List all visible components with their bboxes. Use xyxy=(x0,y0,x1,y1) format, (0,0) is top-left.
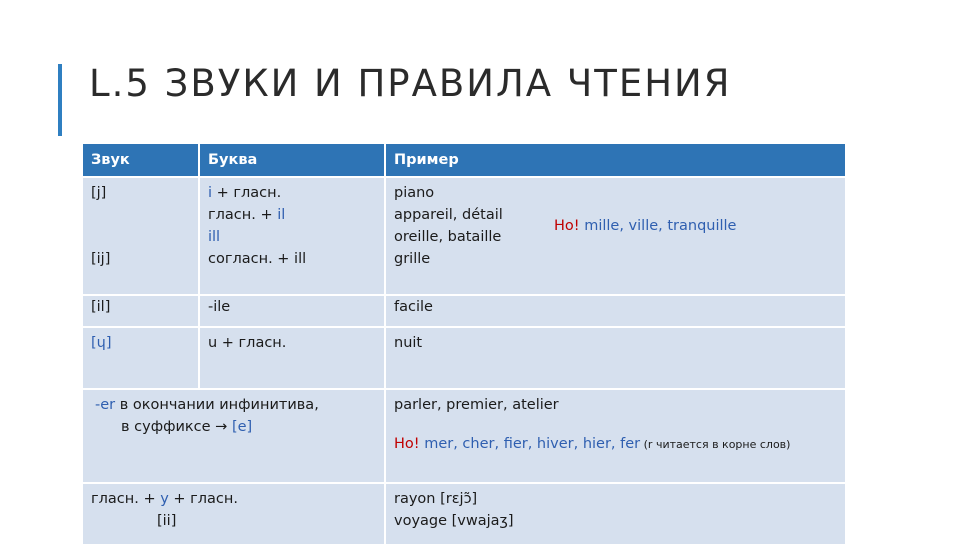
sound-cell xyxy=(82,327,199,389)
exception-note xyxy=(394,434,837,455)
example-text: grille xyxy=(394,251,431,267)
sound-cell: [il] xyxy=(82,295,199,327)
letter-cell xyxy=(199,177,385,295)
exception-label: Но! xyxy=(554,218,580,234)
letter-highlight: i xyxy=(208,185,213,201)
letter-highlight: il xyxy=(277,207,286,223)
rule-text: + гласн. xyxy=(168,491,238,507)
title-accent-bar xyxy=(58,64,62,136)
rule-highlight: -er xyxy=(95,397,116,413)
example-group xyxy=(394,182,837,270)
letter-text: согласн. + ill xyxy=(208,251,307,267)
letter-text: + гласн. xyxy=(212,185,282,201)
letter-cell: -ile xyxy=(199,295,385,327)
sound-text: [ɥ] xyxy=(91,335,112,351)
page-title: L.5 ЗВУКИ И ПРАВИЛА ЧТЕНИЯ xyxy=(89,62,732,105)
example-cell xyxy=(385,177,846,295)
exception-remark: (r читается в корне слов) xyxy=(640,438,791,451)
example-text: piano xyxy=(394,185,435,201)
exception-words: mer, cher, fier, hiver, hier, fer xyxy=(419,436,641,452)
column-header-example: Пример xyxy=(385,143,846,177)
rule-highlight: y xyxy=(160,491,169,507)
column-header-sound: Звук xyxy=(82,143,199,177)
rule-cell xyxy=(82,389,385,483)
letter-line xyxy=(208,204,376,226)
example-cell xyxy=(385,483,846,545)
rule-text: в окончании инфинитива, xyxy=(115,397,319,413)
sound-cell xyxy=(82,177,199,295)
exception-words: mille, ville, tranquille xyxy=(579,218,737,234)
example-text: parler, premier, atelier xyxy=(394,397,559,413)
example-cell xyxy=(385,389,846,483)
sound-text: [ij] xyxy=(91,251,111,267)
sound-text: [j] xyxy=(91,185,107,201)
table-row xyxy=(82,295,846,327)
rule-text: в суффиксе → xyxy=(121,419,232,435)
example-list xyxy=(394,182,544,270)
letter-line xyxy=(208,182,376,204)
column-header-letter: Буква xyxy=(199,143,385,177)
letter-highlight: ill xyxy=(208,229,221,245)
letter-text: гласн. + xyxy=(208,207,278,223)
rule-line xyxy=(91,416,376,438)
rule-line xyxy=(91,394,376,416)
example-text: oreille, bataille xyxy=(394,229,502,245)
example-text: appareil, détail xyxy=(394,207,503,223)
exception-label: Но! xyxy=(394,436,420,452)
exception-note xyxy=(554,215,736,237)
rule-text: гласн. + xyxy=(91,491,161,507)
table-row xyxy=(82,327,846,389)
rule-sound: [ii] xyxy=(157,513,177,529)
example-text: rayon [rɛjɔ̃] xyxy=(394,491,478,507)
table-row xyxy=(82,177,846,295)
rule-cell xyxy=(82,483,385,545)
table-row xyxy=(82,483,846,545)
example-text: voyage [vwajaʒ] xyxy=(394,513,514,529)
rule-sound: [e] xyxy=(231,419,253,435)
table-row xyxy=(82,389,846,483)
reading-rules-table xyxy=(81,142,847,546)
example-cell: facile xyxy=(385,295,846,327)
table-header-row xyxy=(82,143,846,177)
rule-line xyxy=(91,488,376,510)
letter-cell: u + гласн. xyxy=(199,327,385,389)
example-cell: nuit xyxy=(385,327,846,389)
